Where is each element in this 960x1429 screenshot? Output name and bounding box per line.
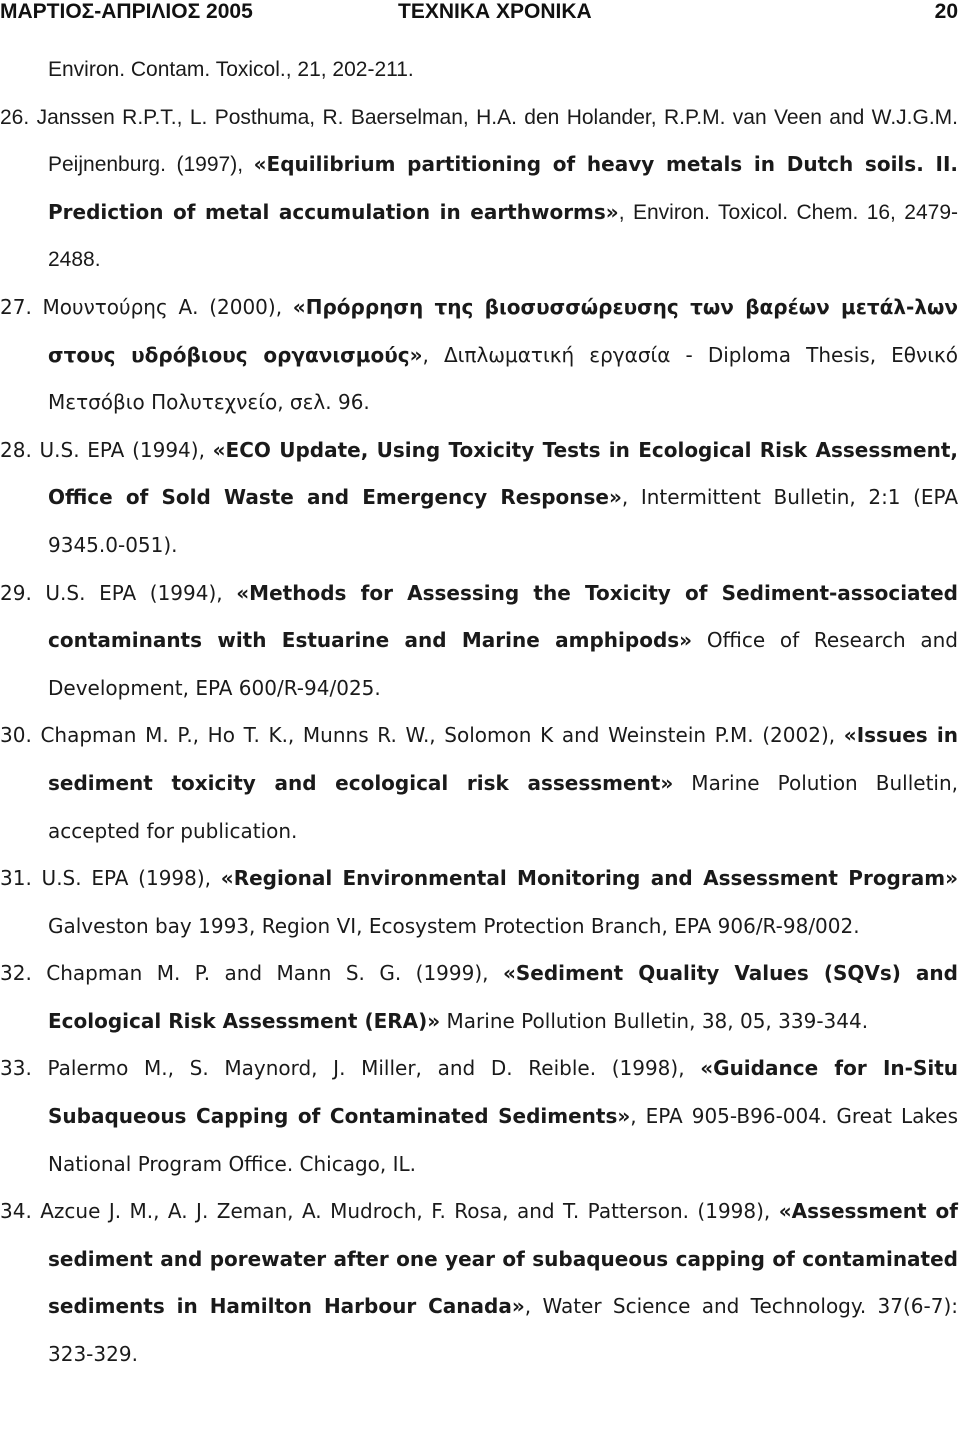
reference-title: «Regional Environmental Monitoring and Assessment Program» <box>220 866 958 891</box>
reference-authors: Azcue J. M., A. J. Zeman, A. Mudroch, F. Rosa, and T. Patterson. (1998), <box>31 1199 779 1224</box>
reference-title: «Equilibrium partitioning of heavy metals in Dutch soils. II. Prediction of metal accumulation in earthworms» <box>48 152 958 224</box>
reference-item <box>0 1188 958 1378</box>
header-page-number: 20 <box>934 0 958 23</box>
reference-source: Office of Research and Development, EPA 600/R-94/025. <box>48 628 959 700</box>
reference-item <box>0 284 958 427</box>
reference-authors: U.S. EPA (1998), <box>31 866 221 891</box>
page-header <box>0 0 960 24</box>
reference-list <box>0 46 958 1379</box>
reference-item <box>0 94 958 284</box>
reference-source: , Intermittent Bulletin, 2:1 (EPA 9345.0-051). <box>48 485 959 557</box>
reference-source: , EPA 905-B96-004. Great Lakes National Program Office. Chicago, IL. <box>48 1104 958 1176</box>
reference-authors: U.S. EPA (1994), <box>31 580 237 605</box>
reference-item <box>0 855 958 950</box>
reference-item <box>0 1045 958 1188</box>
reference-title: «ECO Update, Using Toxicity Tests in Ecological Risk Assessment, Office of Sold Waste and Emergency Response» <box>48 437 958 510</box>
reference-title: «Guidance for In-Situ Subaqueous Capping of Contaminated Sediments» <box>48 1056 959 1129</box>
reference-source: Marine Pollution Bulletin, 38, 05, 339-344. <box>440 1008 869 1033</box>
reference-item <box>0 570 958 713</box>
reference-number: 32. <box>0 961 32 986</box>
header-journal-title: ΤΕΧΝΙΚΑ ΧΡΟΝΙΚΑ <box>398 0 592 23</box>
reference-number: 26. <box>0 105 30 129</box>
reference-authors: Chapman M. P. and Mann S. G. (1999), <box>31 961 503 986</box>
reference-number: 27. <box>0 294 32 319</box>
reference-authors: Μουντούρης Α. (2000), <box>31 294 293 319</box>
reference-number: 28. <box>0 437 32 462</box>
reference-item <box>0 950 958 1045</box>
reference-continuation-text: Environ. Contam. Toxicol., 21, 202-211. <box>48 58 414 81</box>
reference-title: «Sediment Quality Values (SQVs) and Ecological Risk Assessment (ERA)» <box>48 961 958 1033</box>
reference-number: 31. <box>0 866 32 891</box>
reference-item <box>0 427 958 570</box>
reference-source: Marine Polution Bulletin, accepted for publication. <box>48 770 959 843</box>
reference-title: «Assessment of sediment and porewater after one year of subaqueous capping of contaminated sediments in Hamilton Harbour Canada» <box>48 1199 958 1319</box>
reference-number: 30. <box>0 723 32 748</box>
reference-source: , Διπλωματική εργασία - Diploma Thesis, Εθνικό Μετσόβιο Πολυτεχνείο, σελ. 96. <box>48 342 958 415</box>
reference-authors: Janssen R.P.T., L. Posthuma, R. Baerselman, H.A. den Holander, R.P.M. van Veen and W.J.G.M. Peijnenburg. (1997), <box>29 105 958 177</box>
reference-authors: Chapman M. P., Ho T. K., Munns R. W., Solomon K and Weinstein P.M. (2002), <box>31 723 844 748</box>
reference-authors: Palermo M., S. Maynord, J. Miller, and D. Reible. (1998), <box>31 1056 701 1081</box>
reference-title: «Issues in sediment toxicity and ecological risk assessment» <box>48 723 959 795</box>
header-date: ΜΑΡΤΙΟΣ-ΑΠΡΙΛΙΟΣ 2005 <box>0 0 253 23</box>
reference-item <box>0 712 958 855</box>
reference-source: Galveston bay 1993, Region VI, Ecosystem Protection Branch, EPA 906/R-98/002. <box>48 913 860 938</box>
reference-source: , Water Science and Technology. 37(6-7): 323-329. <box>48 1294 958 1367</box>
reference-title: «Methods for Assessing the Toxicity of Sediment-associated contaminants with Estuarine and Marine amphipods» <box>48 580 958 653</box>
reference-number: 33. <box>0 1056 32 1081</box>
reference-continuation <box>0 46 958 94</box>
reference-number: 29. <box>0 580 32 605</box>
reference-authors: U.S. EPA (1994), <box>31 437 213 462</box>
reference-number: 34. <box>0 1199 32 1224</box>
reference-source: , Environ. Toxicol. Chem. 16, 2479-2488. <box>48 200 958 272</box>
reference-title: «Πρόρρηση της βιοσυσσώρευσης των βαρέων μετάλ-λων στους υδρόβιους οργανισμούς» <box>48 294 958 367</box>
